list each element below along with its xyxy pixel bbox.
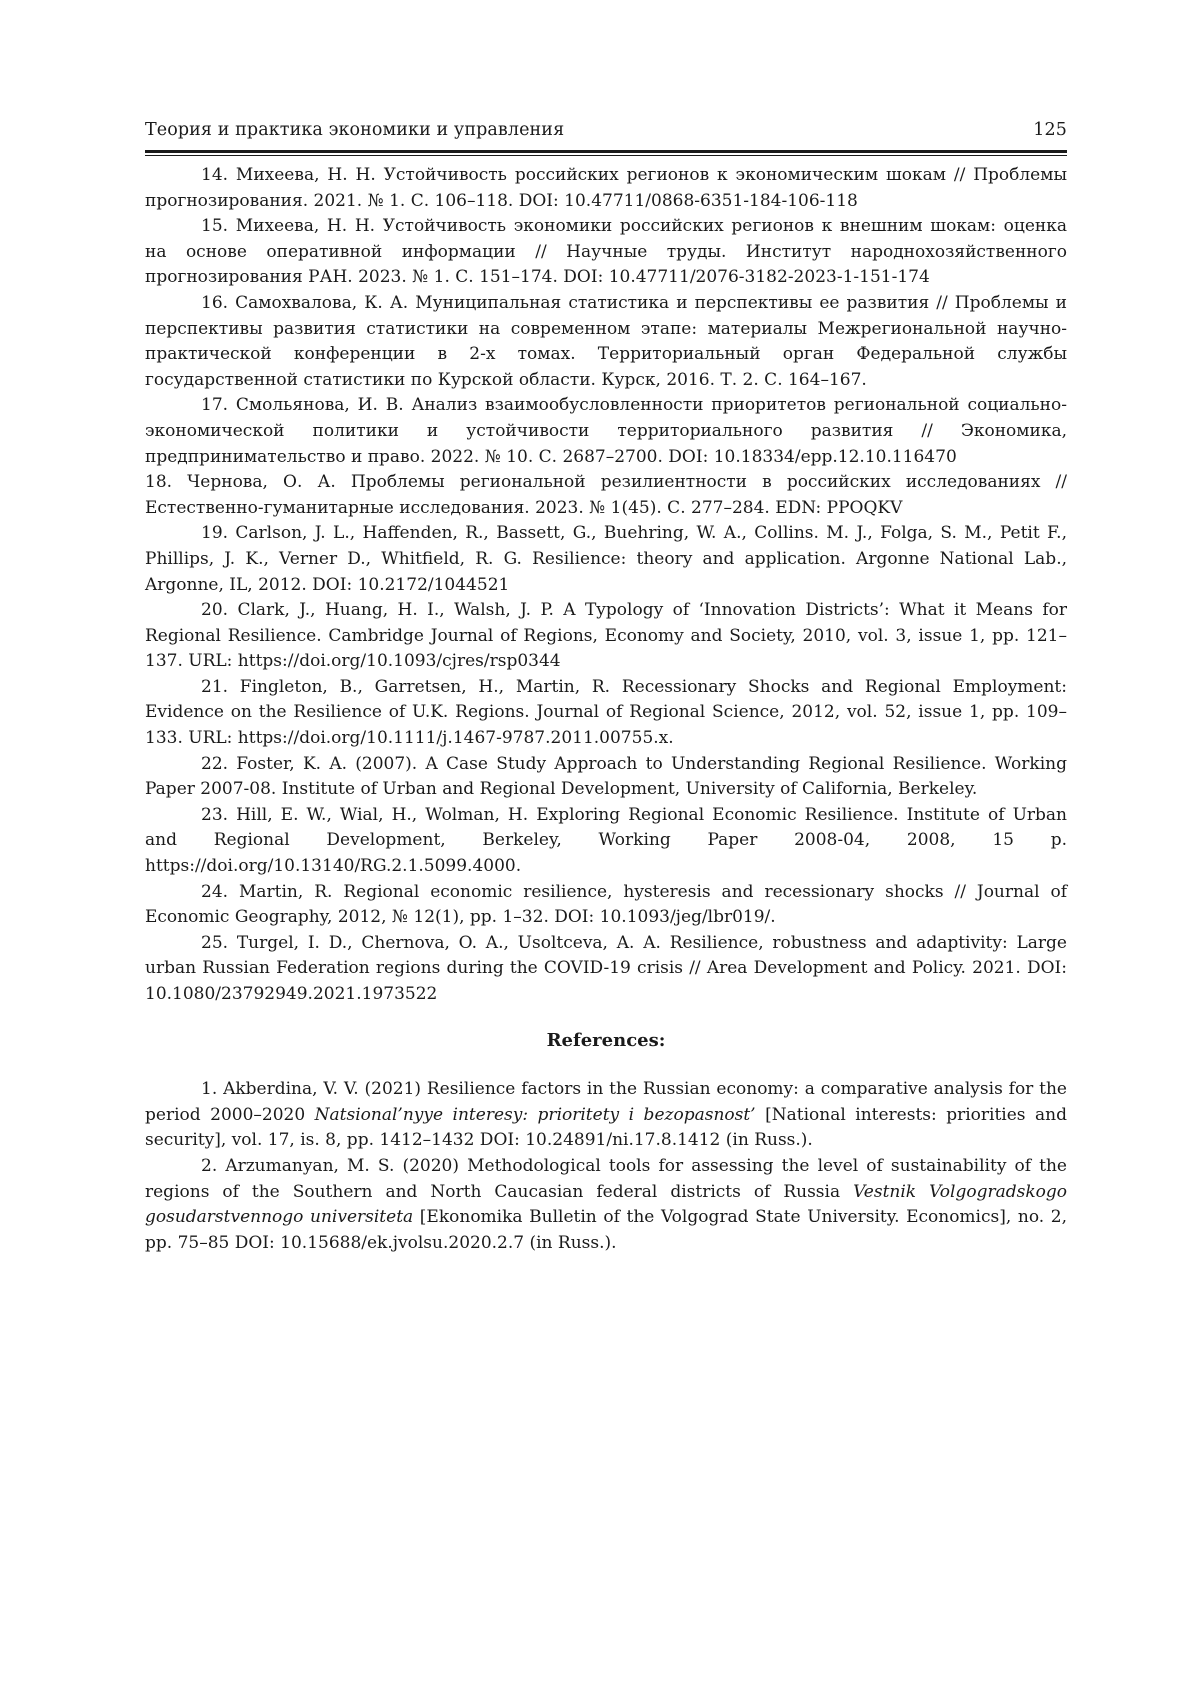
header-rule-thin xyxy=(145,155,1067,156)
running-header xyxy=(145,120,1067,140)
reference-journal-title: Vestnik Volgogradskogo gosudarstvennogo universiteta xyxy=(145,1181,1068,1228)
reference-entry xyxy=(145,1077,1067,1154)
references-heading: References: xyxy=(546,1029,666,1051)
reference-journal-title: Natsional’nyye interesy: prioritety i bezopasnost’ xyxy=(314,1104,756,1125)
reference-text: 1. Akberdina, V. V. (2021) Resilience factors in the Russian economy: a comparative analysis for the period 2000–2020 xyxy=(145,1079,1067,1125)
bibliography-entry: 20. Clark, J., Huang, H. I., Walsh, J. P. A Typology of ‘Innovation Districts’: What it Means for Regional Resilience. Cambridge Journal of Regions, Economy and Society, 2010, vol. 3, issue 1, pp. 121–137. URL: https://doi.org/10.1093/cjres/rsp0344 xyxy=(145,600,1067,672)
bibliography-entry: 24. Martin, R. Regional economic resilience, hysteresis and recessionary shocks // Journal of Economic Geography, 2012, № 12(1), pp. 1–32. DOI: 10.1093/jeg/lbr019/. xyxy=(145,881,1067,928)
bibliography-entry: 21. Fingleton, B., Garretsen, H., Martin, R. Recessionary Shocks and Regional Employment: Evidence on the Resilience of U.K. Regions. Journal of Regional Science, 2012, vol. 52, issue 1, pp. 109–133. URL: https://doi.org/10.1111/j.1467-9787.2011.00755.x. xyxy=(145,676,1067,749)
reference-text: [Ekonomika Bulletin of the Volgograd State University. Economics], no. 2, pp. 75–85 DOI: 10.15688/ek.jvolsu.2020.2.7 (in Russ.). xyxy=(145,1207,1068,1253)
page-body xyxy=(145,163,1067,1256)
bibliography-entry: 17. Смольянова, И. В. Анализ взаимообусловленности приоритетов региональной социально-экономической политики и устойчивости территориального развития // Экономика, предпринимательство и право. 2022. № 10. С. 2687–2700. DOI: 10.18334/epp.12.10.116470 xyxy=(145,395,1067,467)
document-page xyxy=(145,120,1067,1256)
journal-title: Теория и практика экономики и управления xyxy=(145,120,565,140)
bibliography-entry: 22. Foster, K. A. (2007). A Case Study Approach to Understanding Regional Resilience. Working Paper 2007-08. Institute of Urban and Regional Development, University of California, Berkeley. xyxy=(145,753,1067,800)
bibliography-list xyxy=(145,163,1067,1008)
references-list xyxy=(145,1077,1067,1256)
bibliography-entry: 18. Чернова, О. А. Проблемы региональной резилиентности в российских исследованиях // Естественно-гуманитарные исследования. 2023. № 1(45). С. 277–284. EDN: PPOQKV xyxy=(145,472,1067,518)
header-rule-thick xyxy=(145,150,1067,153)
bibliography-entry: 15. Михеева, Н. Н. Устойчивость экономики российских регионов к внешним шокам: оценка на основе оперативной информации // Научные труды. Институт народнохозяйственного прогнозирования РАН. 2023. № 1. С. 151–174. DOI: 10.47711/2076-3182-2023-1-151-174 xyxy=(145,216,1067,288)
reference-text: [National interests: priorities and security], vol. 17, is. 8, pp. 1412–1432 DOI: 10.24891/ni.17.8.1412 (in Russ.). xyxy=(145,1104,1067,1151)
page-number: 125 xyxy=(1033,120,1067,140)
reference-entry xyxy=(145,1154,1067,1256)
bibliography-entry: 14. Михеева, Н. Н. Устойчивость российских регионов к экономическим шокам // Проблемы прогнозирования. 2021. № 1. С. 106–118. DOI: 10.47711/0868-6351-184-106-118 xyxy=(145,165,1067,211)
bibliography-entry: 25. Turgel, I. D., Chernova, O. A., Usoltceva, A. A. Resilience, robustness and adaptivity: Large urban Russian Federation regions during the COVID-19 crisis // Area Development and Policy. 2021. DOI: 10.1080/23792949.2021.1973522 xyxy=(145,932,1067,1004)
bibliography-entry: 16. Самохвалова, К. А. Муниципальная статистика и перспективы ее развития // Проблемы и перспективы развития статистики на современном этапе: материалы Межрегиональной научно-практической конференции в 2-х томах. Территориальный орган Федеральной службы государственной статистики по Курской области. Курск, 2016. Т. 2. С. 164–167. xyxy=(145,292,1067,390)
bibliography-entry: 23. Hill, E. W., Wial, H., Wolman, H. Exploring Regional Economic Resilience. Institute of Urban and Regional Development, Berkeley, Working Paper 2008-04, 2008, 15 p. https://doi.org/10.13140/RG.2.1.5099.4000. xyxy=(145,804,1067,877)
reference-text: 2. Arzumanyan, M. S. (2020) Methodological tools for assessing the level of sustainability of the regions of the Southern and North Caucasian federal districts of Russia xyxy=(145,1155,1067,1202)
bibliography-entry: 19. Carlson, J. L., Haffenden, R., Bassett, G., Buehring, W. A., Collins. M. J., Folga, S. M., Petit F., Phillips, J. K., Verner D., Whitfield, R. G. Resilience: theory and application. Argonne National Lab., Argonne, IL, 2012. DOI: 10.2172/1044521 xyxy=(145,523,1067,595)
